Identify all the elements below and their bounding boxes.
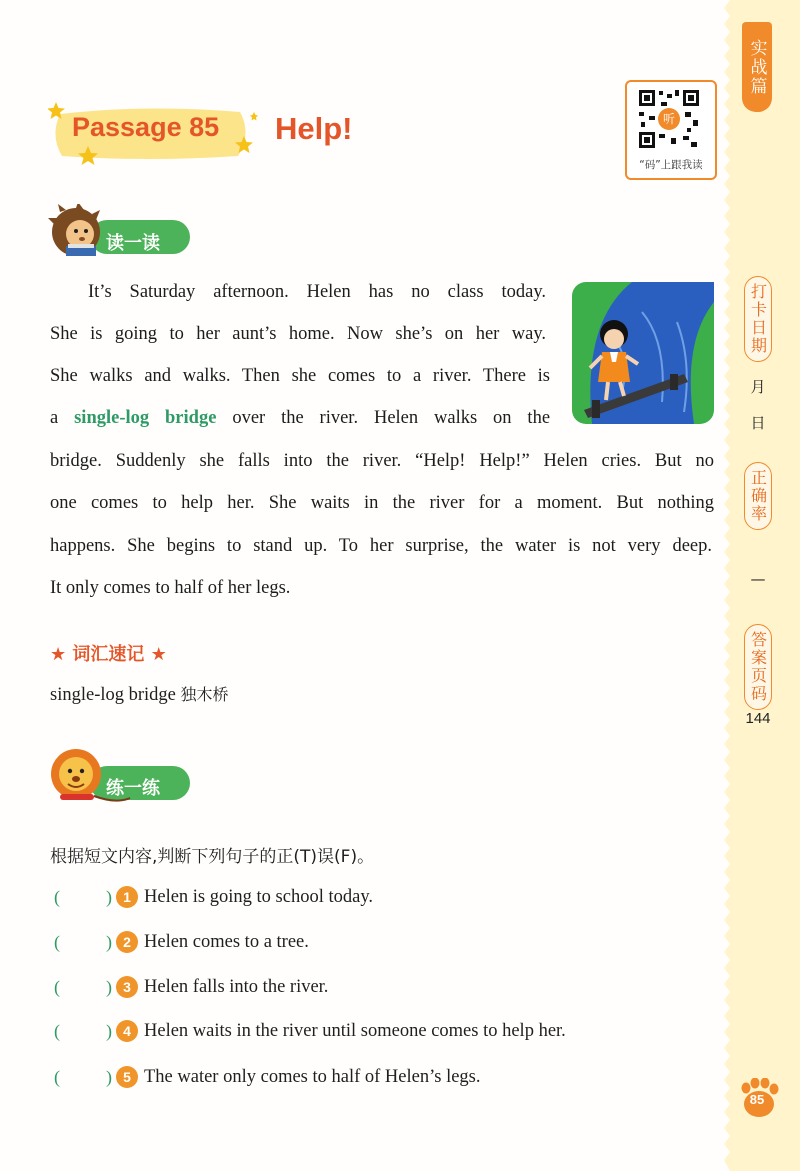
question-row xyxy=(54,884,373,910)
vocab-meaning: 独木桥 xyxy=(180,685,229,704)
practice-instruction: 根据短文内容,判断下列句子的正(T)误(F)。 xyxy=(50,847,375,867)
question-text: Helen comes to a tree. xyxy=(144,931,309,952)
question-number-badge: 1 xyxy=(116,886,138,908)
passage-line-4-pre: a xyxy=(50,408,59,428)
question-text: Helen is going to school today. xyxy=(144,886,373,907)
reading-section-label: 读一读 xyxy=(106,233,160,254)
answer-blank[interactable]: ( ) xyxy=(54,931,112,952)
question-number-badge: 3 xyxy=(116,976,138,998)
accuracy-pill xyxy=(744,462,772,530)
question-row xyxy=(54,974,328,1000)
passage-line-1 xyxy=(88,282,546,303)
accuracy-label: 正确率 xyxy=(748,469,768,523)
passage-line-4 xyxy=(50,408,550,429)
passage-line-5 xyxy=(50,451,714,472)
passage-line-4-text xyxy=(50,408,550,429)
answer-blank[interactable]: ( ) xyxy=(54,976,112,997)
passage-line-6-text: one comes to help her. She waits in the river for a moment. But nothing xyxy=(50,493,714,513)
month-label: 月 xyxy=(750,378,766,396)
day-label: 日 xyxy=(750,414,766,432)
passage-line-7 xyxy=(50,536,712,557)
section-tab-label: 实战篇 xyxy=(746,38,767,96)
girl-on-bridge-illustration xyxy=(572,282,714,424)
qr-caption: “码”上跟我读 xyxy=(639,159,703,171)
passage-line-4-post: over the river. Helen walks on the xyxy=(232,408,551,428)
question-text: Helen waits in the river until someone comes to help her. xyxy=(144,1020,566,1041)
passage-title: Help! xyxy=(275,111,353,146)
passage-line-6 xyxy=(50,493,714,514)
question-number-badge: 5 xyxy=(116,1066,138,1088)
question-number-badge: 2 xyxy=(116,931,138,953)
question-row xyxy=(54,929,309,955)
passage-line-3-text: She walks and walks. Then she comes to a river. There is xyxy=(50,366,550,386)
qr-listen-badge: 听 xyxy=(662,112,675,126)
answer-page-pill xyxy=(744,624,772,710)
practice-section-label: 练一练 xyxy=(106,778,160,799)
side-zigzag-edge xyxy=(722,0,736,1171)
answer-blank[interactable]: ( ) xyxy=(54,1066,112,1087)
passage-line-2-text: She is going to her aunt’s home. Now she’s on her way. xyxy=(50,324,546,344)
section-tab xyxy=(742,22,772,112)
question-text: Helen falls into the river. xyxy=(144,976,329,997)
answer-blank[interactable]: ( ) xyxy=(54,1020,112,1041)
question-row xyxy=(54,1064,481,1090)
checkin-date-label: 打卡日期 xyxy=(748,283,768,355)
answer-page-number: 144 xyxy=(745,710,771,727)
vocab-title: ★ 词汇速记 ★ xyxy=(50,644,167,665)
question-text: The water only comes to half of Helen’s legs. xyxy=(144,1066,481,1087)
vocab-term: single-log bridge xyxy=(50,685,176,705)
passage-line-2 xyxy=(50,324,546,345)
page-number: 85 xyxy=(749,1092,765,1107)
passage-line-5-text: bridge. Suddenly she falls into the river. “Help! Help!” Helen cries. But no xyxy=(50,451,714,471)
vocab-highlight: single-log bridge xyxy=(74,408,217,428)
passage-line-1-text: It’s Saturday afternoon. Helen has no class today. xyxy=(88,282,546,302)
answer-page-label: 答案页码 xyxy=(748,631,768,703)
passage-line-7-text: happens. She begins to stand up. To her surprise, the water is not very deep. xyxy=(50,536,712,556)
vocab-item xyxy=(50,682,229,706)
question-row xyxy=(54,1018,566,1044)
checkin-date-pill xyxy=(744,276,772,362)
answer-blank[interactable]: ( ) xyxy=(54,886,112,907)
passage-line-8: It only comes to half of her legs. xyxy=(50,578,291,598)
question-number-badge: 4 xyxy=(116,1020,138,1042)
accuracy-dash: — xyxy=(750,570,766,588)
passage-label: Passage 85 xyxy=(72,112,220,142)
passage-line-3 xyxy=(50,366,550,387)
